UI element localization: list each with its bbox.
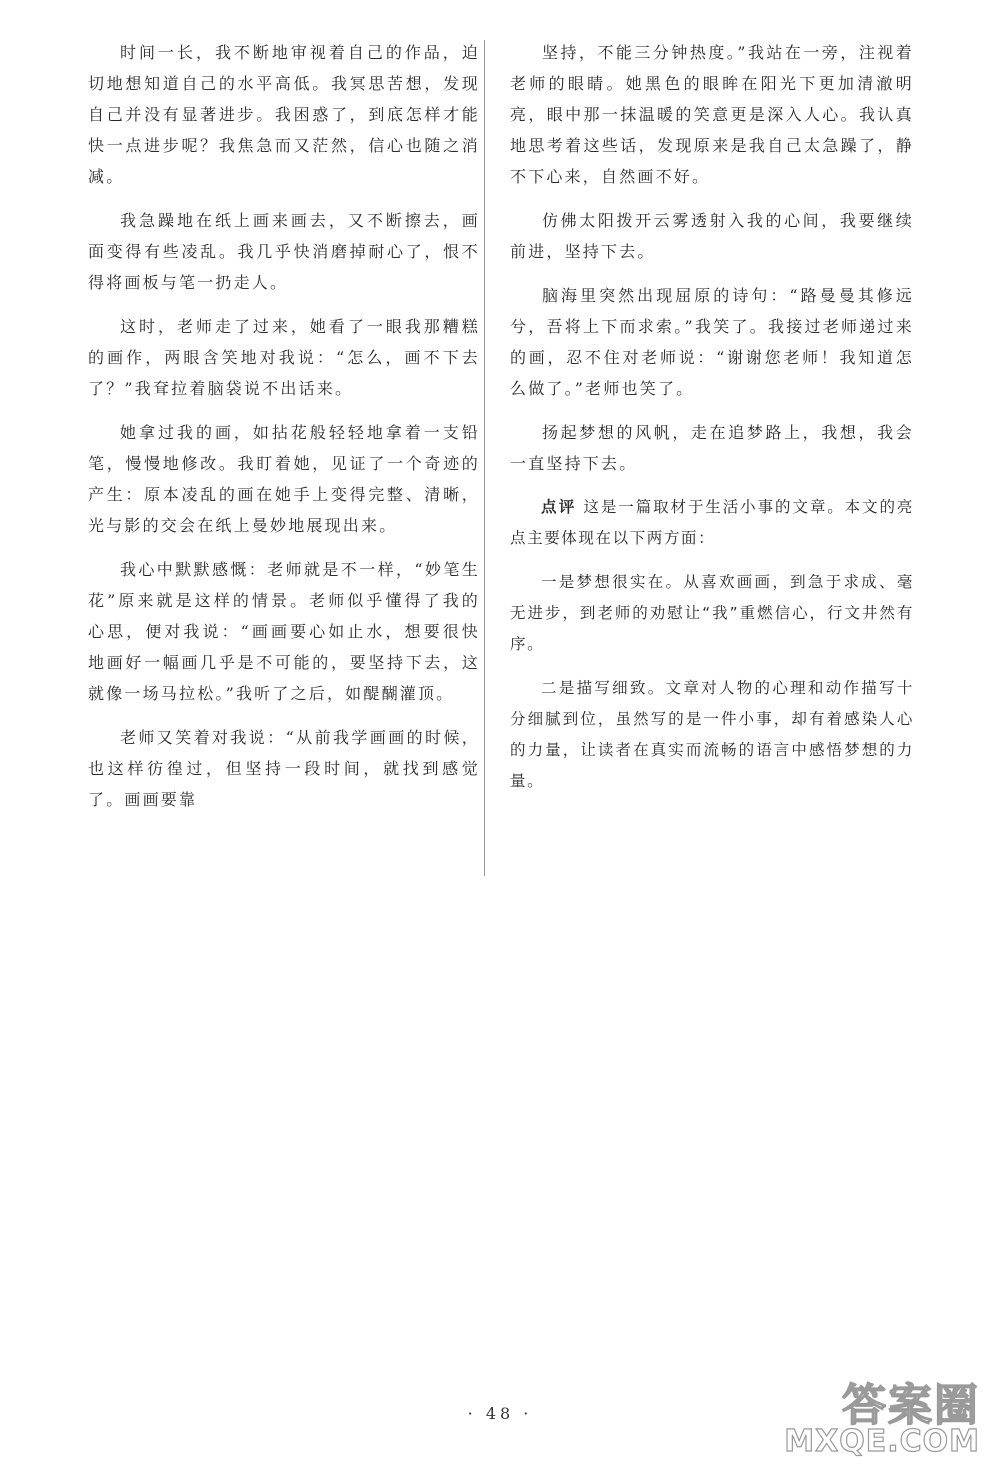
paragraph: 老师又笑着对我说：“从前我学画画的时候，也这样彷徨过，但坚持一段时间，就找到感觉了。画画要靠 (88, 728, 480, 809)
paragraph: 这时，老师走了过来，她看了一眼我那糟糕的画作，两眼含笑地对我说：“怎么，画不下去了？”我耷拉着脑袋说不出话来。 (88, 317, 480, 398)
comment-intro-text: 这是一篇取材于生活小事的文章。本文的亮点主要体现在以下两方面： (510, 498, 914, 547)
paragraph: 仿佛太阳拨开云雾透射入我的心间，我要继续前进，坚持下去。 (510, 211, 914, 261)
watermark-logo (750, 1369, 980, 1459)
paragraph: 脑海里突然出现屈原的诗句：“路曼曼其修远兮，吾将上下而求索。”我笑了。我接过老师递过来的画，忍不住对老师说：“谢谢您老师！我知道怎么做了。”老师也笑了。 (510, 286, 914, 398)
column-divider (484, 40, 485, 876)
paragraph: 扬起梦想的风帆，走在追梦路上，我想，我会一直坚持下去。 (510, 423, 914, 473)
comment-point: 一是梦想很实在。从喜欢画画，到急于求成、毫无进步，到老师的劝慰让“我”重燃信心，行文井然有序。 (510, 573, 914, 653)
paragraph: 我心中默默感慨：老师就是不一样，“妙笔生花”原来就是这样的情景。老师似乎懂得了我的心思，便对我说：“画画要心如止水，想要很快地画好一幅画几乎是不可能的，要坚持下去，这就像一场马拉松。”我听了之后，如醍醐灌顶。 (88, 560, 480, 703)
right-column (510, 37, 914, 810)
paragraph: 她拿过我的画，如拈花般轻轻地拿着一支铅笔，慢慢地修改。我盯着她，见证了一个奇迹的产生：原本凌乱的画在她手上变得完整、清晰，光与影的交会在纸上曼妙地展现出来。 (88, 423, 480, 535)
left-column (88, 37, 480, 828)
comment-point: 二是描写细致。文章对人物的心理和动作描写十分细腻到位，虽然写的是一件小事，却有着感染人心的力量，让读者在真实而流畅的语言中感悟梦想的力量。 (510, 679, 914, 790)
comment-intro (510, 492, 914, 554)
comment-label: 点评 (541, 498, 577, 516)
watermark-bottom-text: MXQE.COM (784, 1424, 980, 1459)
watermark-top-text: 答案圈 (842, 1380, 980, 1431)
paragraph: 我急躁地在纸上画来画去，又不断擦去，画面变得有些凌乱。我几乎快消磨掉耐心了，恨不得将画板与笔一扔走人。 (88, 211, 480, 292)
paragraph: 坚持，不能三分钟热度。”我站在一旁，注视着老师的眼睛。她黑色的眼眸在阳光下更加清澈明亮，眼中那一抹温暖的笑意更是深入人心。我认真地思考着这些话，发现原来是我自己太急躁了，静不下心来，自然画不好。 (510, 43, 914, 186)
page-number: · 48 · (467, 1404, 533, 1423)
paragraph: 时间一长，我不断地审视着自己的作品，迫切地想知道自己的水平高低。我冥思苦想，发现自己并没有显著进步。我困惑了，到底怎样才能快一点进步呢？我焦急而又茫然，信心也随之消减。 (88, 43, 480, 186)
